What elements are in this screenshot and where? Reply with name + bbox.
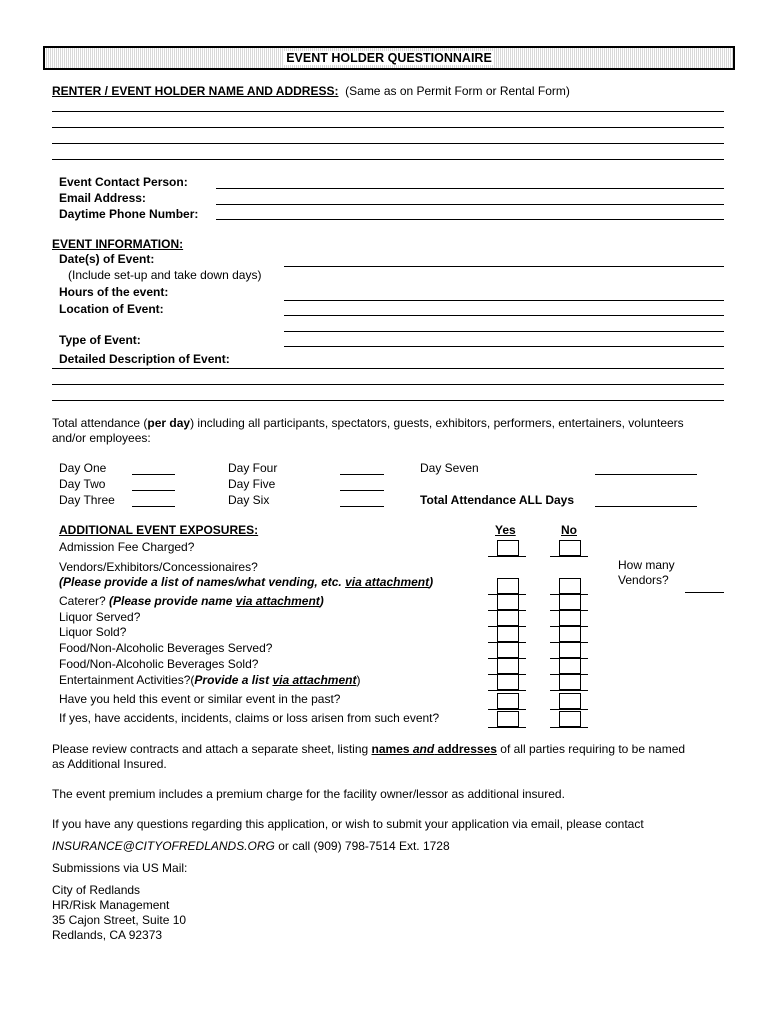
liquor-sold-no-checkbox[interactable] [559, 626, 581, 642]
vendors-count-label: Vendors? [618, 573, 669, 587]
renter-address-line-1[interactable] [52, 143, 724, 144]
mail-heading: Submissions via US Mail: [52, 861, 188, 875]
event-location-field-2[interactable] [284, 331, 724, 332]
vendors-count-field[interactable] [685, 592, 724, 593]
questions-paragraph: If you have any questions regarding this application, or wish to submit your application via email, please contact [52, 817, 644, 831]
phone-field[interactable] [216, 219, 724, 220]
accidents-yes-checkbox[interactable] [497, 711, 519, 727]
q-caterer: Caterer? (Please provide name via attachment) [59, 594, 324, 608]
underline [550, 556, 588, 557]
day-seven-label: Day Seven [420, 461, 479, 475]
q-food-sold: Food/Non-Alcoholic Beverages Sold? [59, 657, 259, 671]
day-four-label: Day Four [228, 461, 278, 475]
event-info-heading: EVENT INFORMATION: [52, 237, 184, 251]
event-hours-label: Hours of the event: [59, 285, 169, 299]
entertainment-no-checkbox[interactable] [559, 674, 581, 690]
mailing-address [52, 883, 732, 943]
no-column-header: No [561, 523, 577, 537]
held-before-no-checkbox[interactable] [559, 693, 581, 709]
renter-name-line-1[interactable] [52, 111, 724, 112]
day-three-field[interactable] [132, 506, 175, 507]
day-five-label: Day Five [228, 477, 276, 491]
address-line: HR/Risk Management [52, 898, 170, 912]
underline [488, 727, 526, 728]
event-location-label: Location of Event: [59, 302, 164, 316]
renter-address-line-2[interactable] [52, 159, 724, 160]
event-dates-label: Date(s) of Event: [59, 252, 155, 266]
yes-column-header: Yes [495, 523, 516, 537]
day-three-label: Day Three [59, 493, 115, 507]
description-line-1[interactable] [52, 368, 724, 369]
total-attendance-label: Total Attendance ALL Days [420, 493, 575, 507]
address-line: City of Redlands [52, 883, 141, 897]
description-line-2[interactable] [52, 384, 724, 385]
q-liquor-served: Liquor Served? [59, 610, 141, 624]
renter-name-line-2[interactable] [52, 127, 724, 128]
food-sold-no-checkbox[interactable] [559, 658, 581, 674]
event-type-field[interactable] [284, 346, 724, 347]
vendors-no-checkbox[interactable] [559, 578, 581, 594]
total-attendance-field[interactable] [595, 506, 697, 507]
email-field[interactable] [216, 204, 724, 205]
page-title: EVENT HOLDER QUESTIONNAIRE [43, 46, 735, 70]
underline [550, 727, 588, 728]
q-accidents: If yes, have accidents, incidents, claims or loss arisen from such event? [59, 711, 440, 725]
email-label: Email Address: [59, 191, 146, 205]
entertainment-yes-checkbox[interactable] [497, 674, 519, 690]
food-sold-yes-checkbox[interactable] [497, 658, 519, 674]
renter-section-label: RENTER / EVENT HOLDER NAME AND ADDRESS: (Same as on Permit Form or Rental Form) [52, 84, 570, 98]
address-line: Redlands, CA 92373 [52, 928, 163, 942]
q-held-before: Have you held this event or similar event in the past? [59, 692, 341, 706]
q-liquor-sold: Liquor Sold? [59, 625, 127, 639]
address-line: 35 Cajon Street, Suite 10 [52, 913, 187, 927]
day-two-field[interactable] [132, 490, 175, 491]
day-one-label: Day One [59, 461, 107, 475]
event-type-label: Type of Event: [59, 333, 141, 347]
vendors-yes-checkbox[interactable] [497, 578, 519, 594]
underline [550, 709, 588, 710]
attendance-intro-2: and/or employees: [52, 431, 151, 445]
event-location-field[interactable] [284, 315, 724, 316]
food-served-no-checkbox[interactable] [559, 642, 581, 658]
admission-fee-no-checkbox[interactable] [559, 540, 581, 556]
underline [488, 556, 526, 557]
underline [550, 690, 588, 691]
event-dates-field[interactable] [284, 266, 724, 267]
held-before-yes-checkbox[interactable] [497, 693, 519, 709]
description-line-3[interactable] [52, 400, 724, 401]
food-served-yes-checkbox[interactable] [497, 642, 519, 658]
admission-fee-yes-checkbox[interactable] [497, 540, 519, 556]
caterer-yes-checkbox[interactable] [497, 594, 519, 610]
q-vendors: Vendors/Exhibitors/Concessionaires? [59, 560, 258, 574]
caterer-no-checkbox[interactable] [559, 594, 581, 610]
q-food-served: Food/Non-Alcoholic Beverages Served? [59, 641, 273, 655]
q-entertainment: Entertainment Activities?(Provide a list via attachment) [59, 673, 361, 687]
how-many-label: How many [618, 558, 675, 572]
day-four-field[interactable] [340, 474, 384, 475]
liquor-served-yes-checkbox[interactable] [497, 610, 519, 626]
q-vendors-note: (Please provide a list of names/what vending, etc. via attachment) [59, 575, 434, 589]
liquor-served-no-checkbox[interactable] [559, 610, 581, 626]
contact-line: INSURANCE@CITYOFREDLANDS.ORG or call (909) 798-7514 Ext. 1728 [52, 839, 450, 853]
liquor-sold-yes-checkbox[interactable] [497, 626, 519, 642]
day-six-field[interactable] [340, 506, 384, 507]
insurance-email-link[interactable]: INSURANCE@CITYOFREDLANDS.ORG [52, 839, 275, 853]
event-hours-field[interactable] [284, 300, 724, 301]
exposures-heading: ADDITIONAL EVENT EXPOSURES: [59, 523, 259, 537]
premium-paragraph: The event premium includes a premium charge for the facility owner/lessor as additional insured. [52, 787, 565, 801]
day-five-field[interactable] [340, 490, 384, 491]
event-description-label: Detailed Description of Event: [59, 352, 230, 366]
contact-person-label: Event Contact Person: [59, 175, 188, 189]
review-contracts-paragraph: Please review contracts and attach a separate sheet, listing names and addresses of all parties requiring to be named as Additional Insured. [52, 742, 686, 771]
contact-person-field[interactable] [216, 188, 724, 189]
accidents-no-checkbox[interactable] [559, 711, 581, 727]
underline [488, 709, 526, 710]
attendance-intro: Total attendance (per day) including all participants, spectators, guests, exhibitors, performers, entertainers, volunteers [52, 416, 684, 430]
day-one-field[interactable] [132, 474, 175, 475]
event-dates-note: (Include set-up and take down days) [68, 268, 262, 282]
day-six-label: Day Six [228, 493, 270, 507]
underline [488, 690, 526, 691]
phone-label: Daytime Phone Number: [59, 207, 199, 221]
day-seven-field[interactable] [595, 474, 697, 475]
day-two-label: Day Two [59, 477, 106, 491]
q-admission-fee: Admission Fee Charged? [59, 540, 195, 554]
